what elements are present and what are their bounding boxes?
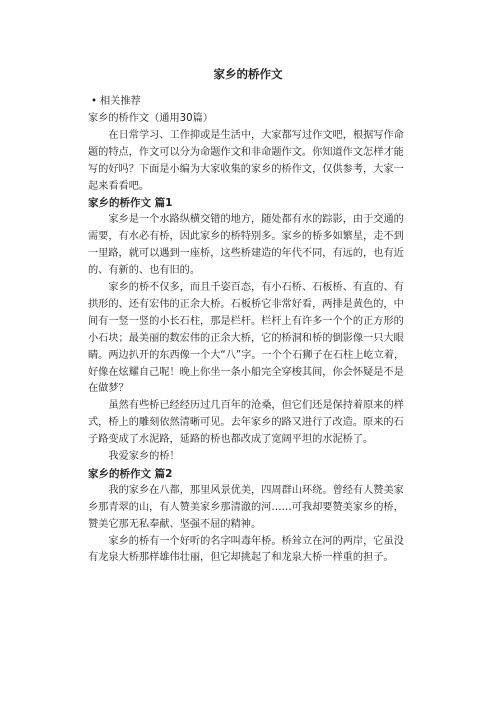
paragraph: 我的家乡在八都，那里风景优美，四周群山环绕。曾经有人赞美家乡那青翠的山，有人赞美家乡那清澈的河……可我却要赞美家乡的桥，赞美它那无私奉献、坚强不屈的精神。: [88, 484, 404, 530]
paragraph: 我爱家乡的桥！: [108, 451, 180, 463]
intro-paragraph: 在日常学习、工作抑或是生活中，大家都写过作文吧，根据写作命题的特点，作文可以分为命题作文和非命题作文。你知道作文怎样才能写的好吗？下面是小编为大家收集的家乡的桥作文，仅供参考，大家一起来看看吧。: [88, 129, 404, 192]
related-label: 相关推荐: [100, 96, 141, 107]
bullet-icon: •: [91, 96, 98, 107]
section-heading: 家乡的桥作文 篇1: [88, 197, 173, 210]
section-heading: 家乡的桥作文 篇2: [88, 467, 173, 480]
document-subtitle: 家乡的桥作文（通用30篇）: [88, 112, 214, 124]
document-body: [88, 94, 408, 567]
document-title: 家乡的桥作文: [213, 67, 283, 81]
paragraph: 家乡的桥不仅多，而且千姿百态，有小石桥、石板桥、有直的、有拱形的、还有宏伟的正余大桥。石板桥它非常好看，两排是黄色的，中间有一竖一竖的小长石柱，那是栏杆。栏杆上有许多一个个的正方形的小石块；最美丽的数宏伟的正余大桥，它的桥洞和桥的倒影像一只大眼睛。两边扒开的东西像一个大“八”字。一个个石狮子在石柱上屹立着，好像在炫耀自己呢！晚上你坐一条小船完全穿梭其间，你会怀疑是不是在做梦？: [88, 281, 405, 395]
related-recommendations-link[interactable]: [88, 94, 408, 111]
paragraph: 虽然有些桥已经经历过几百年的沧桑，但它们还是保持着原来的样式，桥上的雕刻依然清晰可见。去年家乡的路又进行了改造。原来的石子路变成了水泥路，延路的桥也都改成了宽阔平坦的水泥桥了。: [88, 400, 404, 446]
paragraph: 家乡是一个水路纵横交错的地方，随处都有水的踪影，由于交通的需要，有水必有桥，因此家乡的桥特别多。家乡的桥多如繁星，走不到一里路，就可以遇到一座桥，这些桥建造的年代不同，有远的，也有近的、有新的、也有旧的。: [88, 214, 404, 277]
paragraph: 家乡的桥有一个好听的名字叫毒年桥。桥耸立在河的两岸，它虽没有龙泉大桥那样雄伟壮丽，但它却挑起了和龙泉大桥一样重的担子。: [88, 535, 404, 564]
